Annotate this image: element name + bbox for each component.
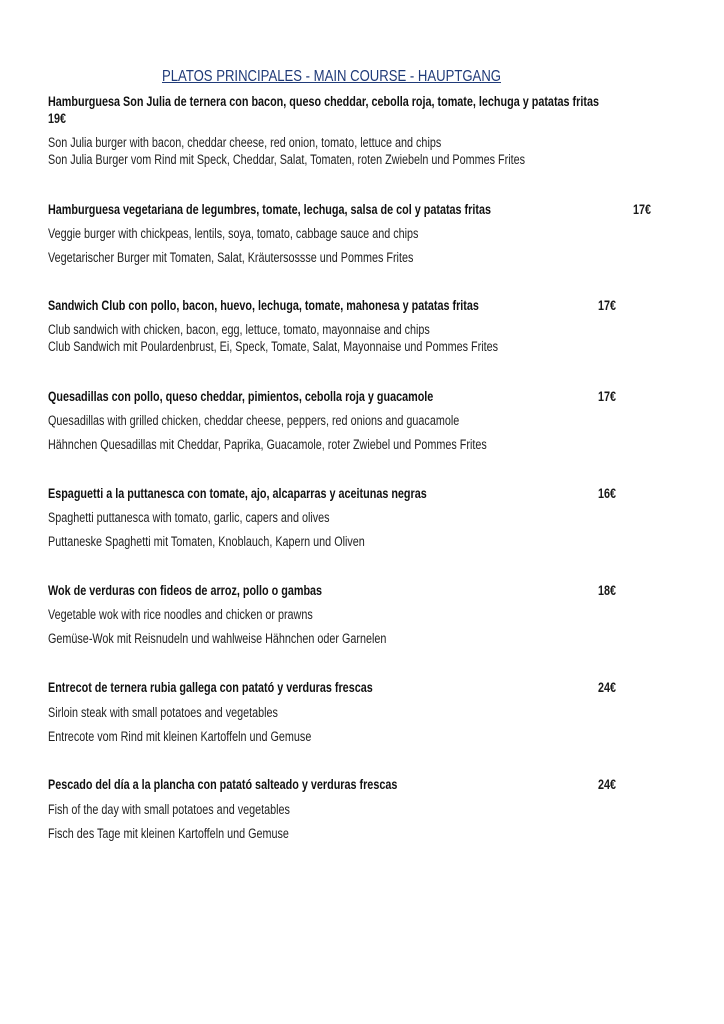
dish-price: 17€: [633, 202, 652, 217]
dish-name: Pescado del día a la plancha con patató salteado y verduras frescas: [48, 777, 398, 792]
dish-name: Hamburguesa vegetariana de legumbres, tomate, lechuga, salsa de col y patatas fritas: [48, 202, 491, 217]
dish-description-de: Gemüse-Wok mit Reisnudeln und wahlweise Hähnchen oder Garnelen: [48, 631, 387, 646]
dish-name: Quesadillas con pollo, queso cheddar, pimientos, cebolla roja y guacamole: [48, 389, 434, 404]
dish-description-de: Fisch des Tage mit kleinen Kartoffeln und Gemuse: [48, 826, 289, 841]
dish-description-en: Veggie burger with chickpeas, lentils, soya, tomato, cabbage sauce and chips: [48, 226, 419, 241]
dish-name: Sandwich Club con pollo, bacon, huevo, lechuga, tomate, mahonesa y patatas fritas: [48, 298, 479, 313]
dish-price: 17€: [598, 389, 617, 404]
dish-name: Entrecot de ternera rubia gallega con patató y verduras frescas: [48, 680, 373, 695]
dish-description-en: Club sandwich with chicken, bacon, egg, lettuce, tomato, mayonnaise and chips: [48, 322, 430, 337]
dish-price: 24€: [598, 777, 617, 792]
dish-description-en: Vegetable wok with rice noodles and chicken or prawns: [48, 607, 313, 622]
dish-description-de: Vegetarischer Burger mit Tomaten, Salat, Kräutersossse und Pommes Frites: [48, 250, 414, 265]
dish-price: 19€: [48, 111, 67, 126]
menu-section-title: PLATOS PRINCIPALES - MAIN COURSE - HAUPTGANG: [162, 68, 501, 85]
dish-description-de: Hähnchen Quesadillas mit Cheddar, Paprika, Guacamole, roter Zwiebel und Pommes Frites: [48, 437, 487, 452]
dish-name: Hamburguesa Son Julia de ternera con bacon, queso cheddar, cebolla roja, tomate, lechuga y patatas fritas: [48, 94, 599, 109]
dish-name: Wok de verduras con fideos de arroz, pollo o gambas: [48, 583, 323, 598]
dish-description-en: Quesadillas with grilled chicken, cheddar cheese, peppers, red onions and guacamole: [48, 413, 460, 428]
dish-price: 24€: [598, 680, 617, 695]
dish-description-de: Son Julia Burger vom Rind mit Speck, Cheddar, Salat, Tomaten, roten Zwiebeln und Pommes Frites: [48, 152, 526, 167]
dish-description-en: Spaghetti puttanesca with tomato, garlic, capers and olives: [48, 510, 330, 525]
dish-description-de: Club Sandwich mit Poulardenbrust, Ei, Speck, Tomate, Salat, Mayonnaise und Pommes Frites: [48, 339, 499, 354]
dish-description-de: Puttaneske Spaghetti mit Tomaten, Knoblauch, Kapern und Oliven: [48, 534, 365, 549]
dish-description-en: Fish of the day with small potatoes and vegetables: [48, 802, 290, 817]
dish-price: 16€: [598, 486, 617, 501]
dish-price: 18€: [598, 583, 617, 598]
dish-description-en: Sirloin steak with small potatoes and vegetables: [48, 705, 278, 720]
dish-price: 17€: [598, 298, 617, 313]
dish-description-de: Entrecote vom Rind mit kleinen Kartoffeln und Gemuse: [48, 729, 312, 744]
dish-description-en: Son Julia burger with bacon, cheddar cheese, red onion, tomato, lettuce and chips: [48, 135, 442, 150]
dish-name: Espaguetti a la puttanesca con tomate, ajo, alcaparras y aceitunas negras: [48, 486, 427, 501]
